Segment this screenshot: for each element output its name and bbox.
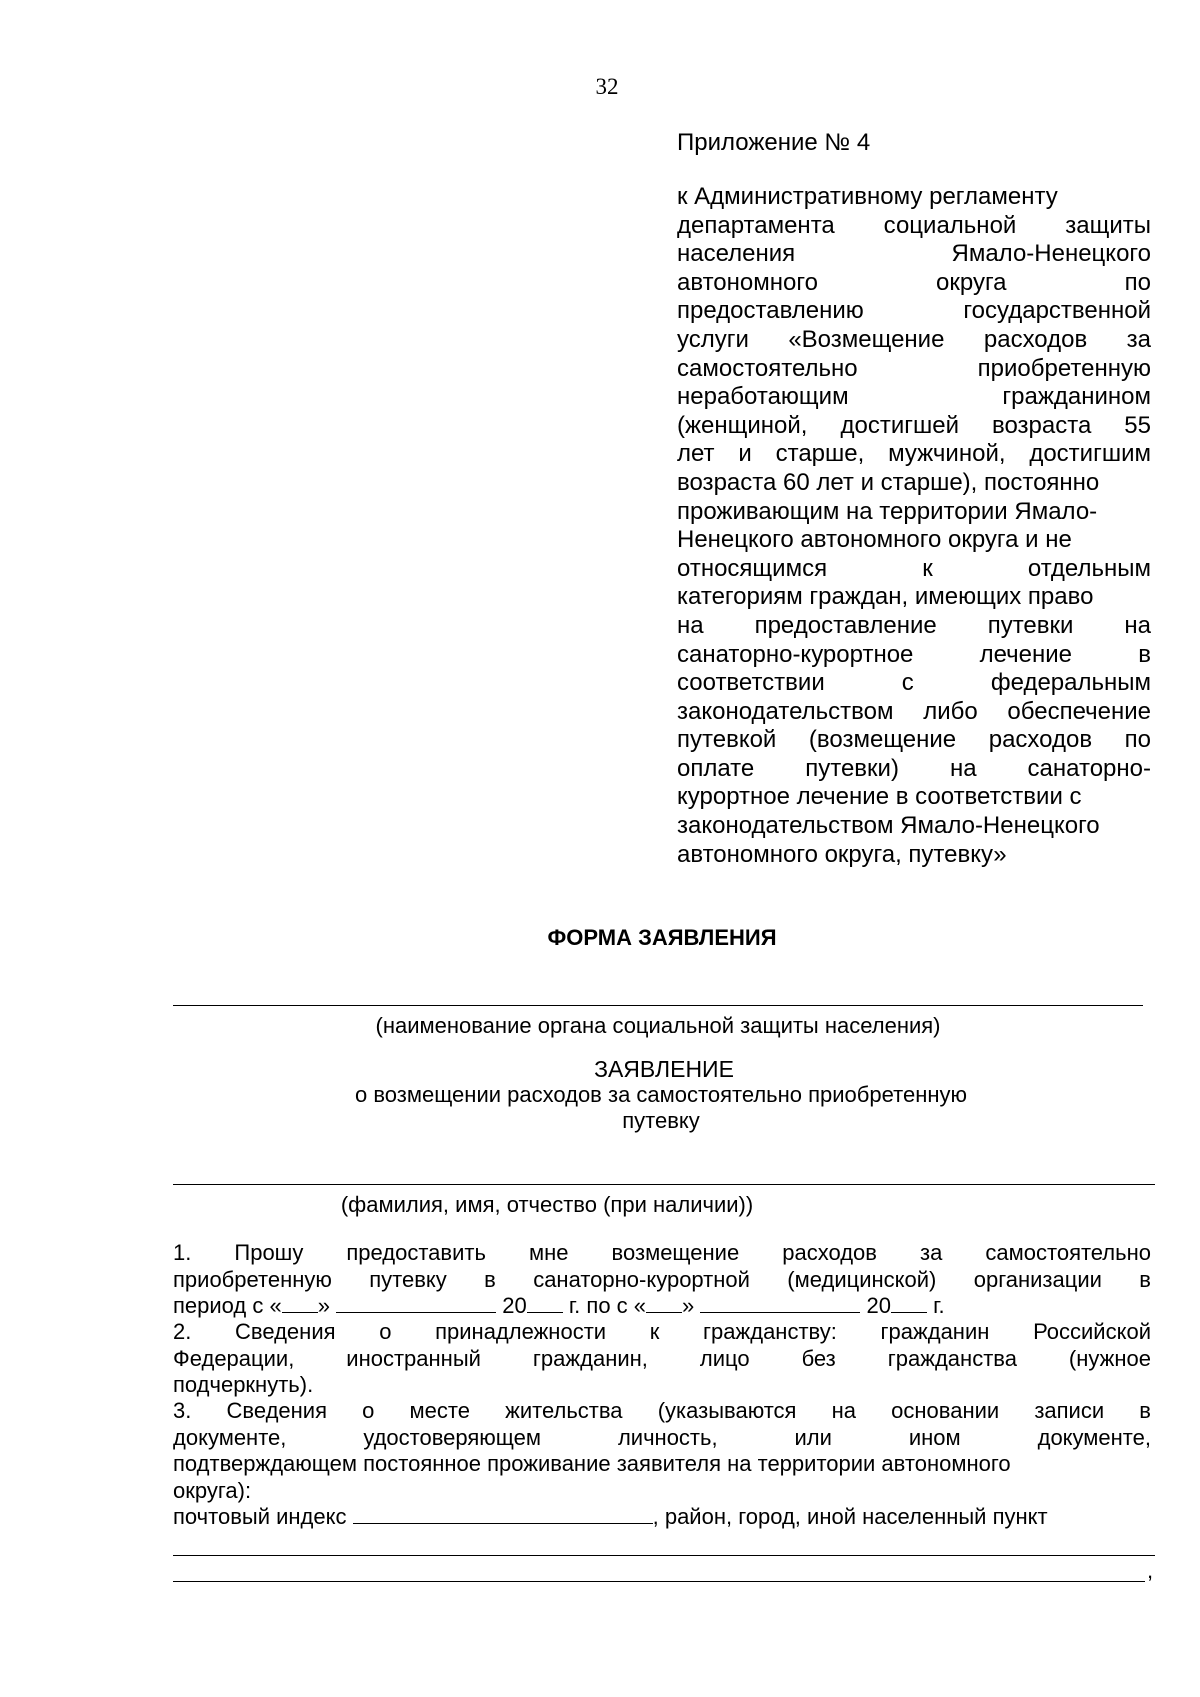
postal-suffix: , район, город, иной населенный пункт (652, 1504, 1048, 1529)
appendix-line: к Административному регламенту (677, 183, 1058, 210)
appendix-line: департамента социальной защиты (677, 211, 1151, 239)
postal-label: почтовый индекс (173, 1504, 347, 1529)
item-2 (173, 1319, 1151, 1399)
to-year-blank[interactable] (891, 1294, 927, 1313)
item-2-line: 2. Сведения о принадлежности к гражданству: гражданин Российской (173, 1319, 1151, 1344)
page-number: 32 (595, 74, 619, 99)
address-blank-line-2[interactable] (173, 1581, 1145, 1582)
appendix-line: возраста 60 лет и старше), постоянно (677, 468, 1100, 496)
appendix-line: на предоставление путевки на (677, 611, 1151, 639)
period-year-prefix: 20 (866, 1293, 891, 1318)
postal-index-blank[interactable] (353, 1505, 653, 1524)
from-year-blank[interactable] (527, 1294, 563, 1313)
item-2-line: Федерации, иностранный гражданин, лицо без гражданства (нужное (173, 1345, 1151, 1371)
authority-blank-line[interactable] (173, 1005, 1143, 1006)
period-quote: » (317, 1293, 330, 1318)
postal-line (173, 1504, 1151, 1531)
appendix-line: населения Ямало-Ненецкого (677, 240, 1151, 268)
appendix-line: соответствии с федеральным (677, 669, 1151, 697)
authority-caption: (наименование органа социальной защиты населения) (375, 1013, 941, 1038)
address-blank-line-1[interactable] (173, 1555, 1155, 1556)
appendix-line: (женщиной, достигшей возраста 55 (677, 411, 1151, 439)
appendix-line: оплате путевки) на санаторно- (677, 754, 1151, 782)
period-quote: » (682, 1293, 695, 1318)
appendix-line: относящимся к отдельным (677, 554, 1151, 582)
item-3-line: округа): (173, 1477, 252, 1503)
appendix-line: категориям граждан, имеющих право (677, 583, 1094, 611)
form-title: ФОРМА ЗАЯВЛЕНИЯ (547, 925, 777, 950)
name-caption: (фамилия, имя, отчество (при наличии)) (340, 1192, 754, 1217)
appendix-line: законодательством либо обеспечение (677, 697, 1151, 725)
period-from-label: период с « (173, 1293, 282, 1318)
name-blank-line[interactable] (173, 1184, 1155, 1185)
statement-subtitle-line: путевку (622, 1108, 700, 1133)
appendix-line: автономного округа, путевку» (677, 840, 1007, 868)
appendix-line: услуги «Возмещение расходов за (677, 325, 1151, 353)
to-month-blank[interactable] (700, 1294, 860, 1313)
appendix-line: проживающим на территории Ямало- (677, 497, 1098, 525)
period-to-label: г. по с « (568, 1293, 647, 1318)
appendix-line: лет и старше, мужчиной, достигшим (677, 440, 1151, 468)
appendix-line: санаторно-курортное лечение в (677, 640, 1151, 668)
item-3 (173, 1398, 1151, 1531)
to-day-blank[interactable] (646, 1294, 682, 1313)
appendix-body (677, 183, 1151, 869)
item-1-line: приобретенную путевку в санаторно-курортной (медицинской) организации в (173, 1266, 1151, 1292)
period-year-prefix: 20 (502, 1293, 527, 1318)
item-1-line: 1. Прошу предоставить мне возмещение расходов за самостоятельно (173, 1240, 1151, 1265)
appendix-line: самостоятельно приобретенную (677, 354, 1151, 382)
item-3-line: подтверждающем постоянное проживание заявителя на территории автономного (173, 1451, 1011, 1476)
item-3-line: документе, удостоверяющем личность, или ином документе, (173, 1424, 1151, 1450)
trailing-comma: , (1147, 1558, 1154, 1583)
statement-subtitle (0, 1082, 1200, 1134)
appendix-line: Ненецкого автономного округа и не (677, 526, 1072, 554)
item-1-period-line (173, 1293, 1151, 1320)
statement-title: ЗАЯВЛЕНИЕ (594, 1056, 734, 1082)
item-2-line: подчеркнуть). (173, 1372, 314, 1397)
period-year-suffix: г. (933, 1293, 945, 1318)
appendix-line: автономного округа по (677, 268, 1151, 296)
appendix-line: законодательством Ямало-Ненецкого (677, 812, 1100, 840)
appendix-line: предоставлению государственной (677, 297, 1151, 325)
from-day-blank[interactable] (282, 1294, 318, 1313)
appendix-line: неработающим гражданином (677, 383, 1151, 411)
item-3-line: 3. Сведения о месте жительства (указываются на основании записи в (173, 1398, 1151, 1423)
appendix-title: Приложение № 4 (677, 129, 871, 156)
statement-subtitle-line: о возмещении расходов за самостоятельно приобретенную (354, 1082, 967, 1107)
item-1 (173, 1240, 1151, 1320)
appendix-line: путевкой (возмещение расходов по (677, 726, 1151, 754)
from-month-blank[interactable] (336, 1294, 496, 1313)
appendix-line: курортное лечение в соответствии с (677, 783, 1082, 811)
